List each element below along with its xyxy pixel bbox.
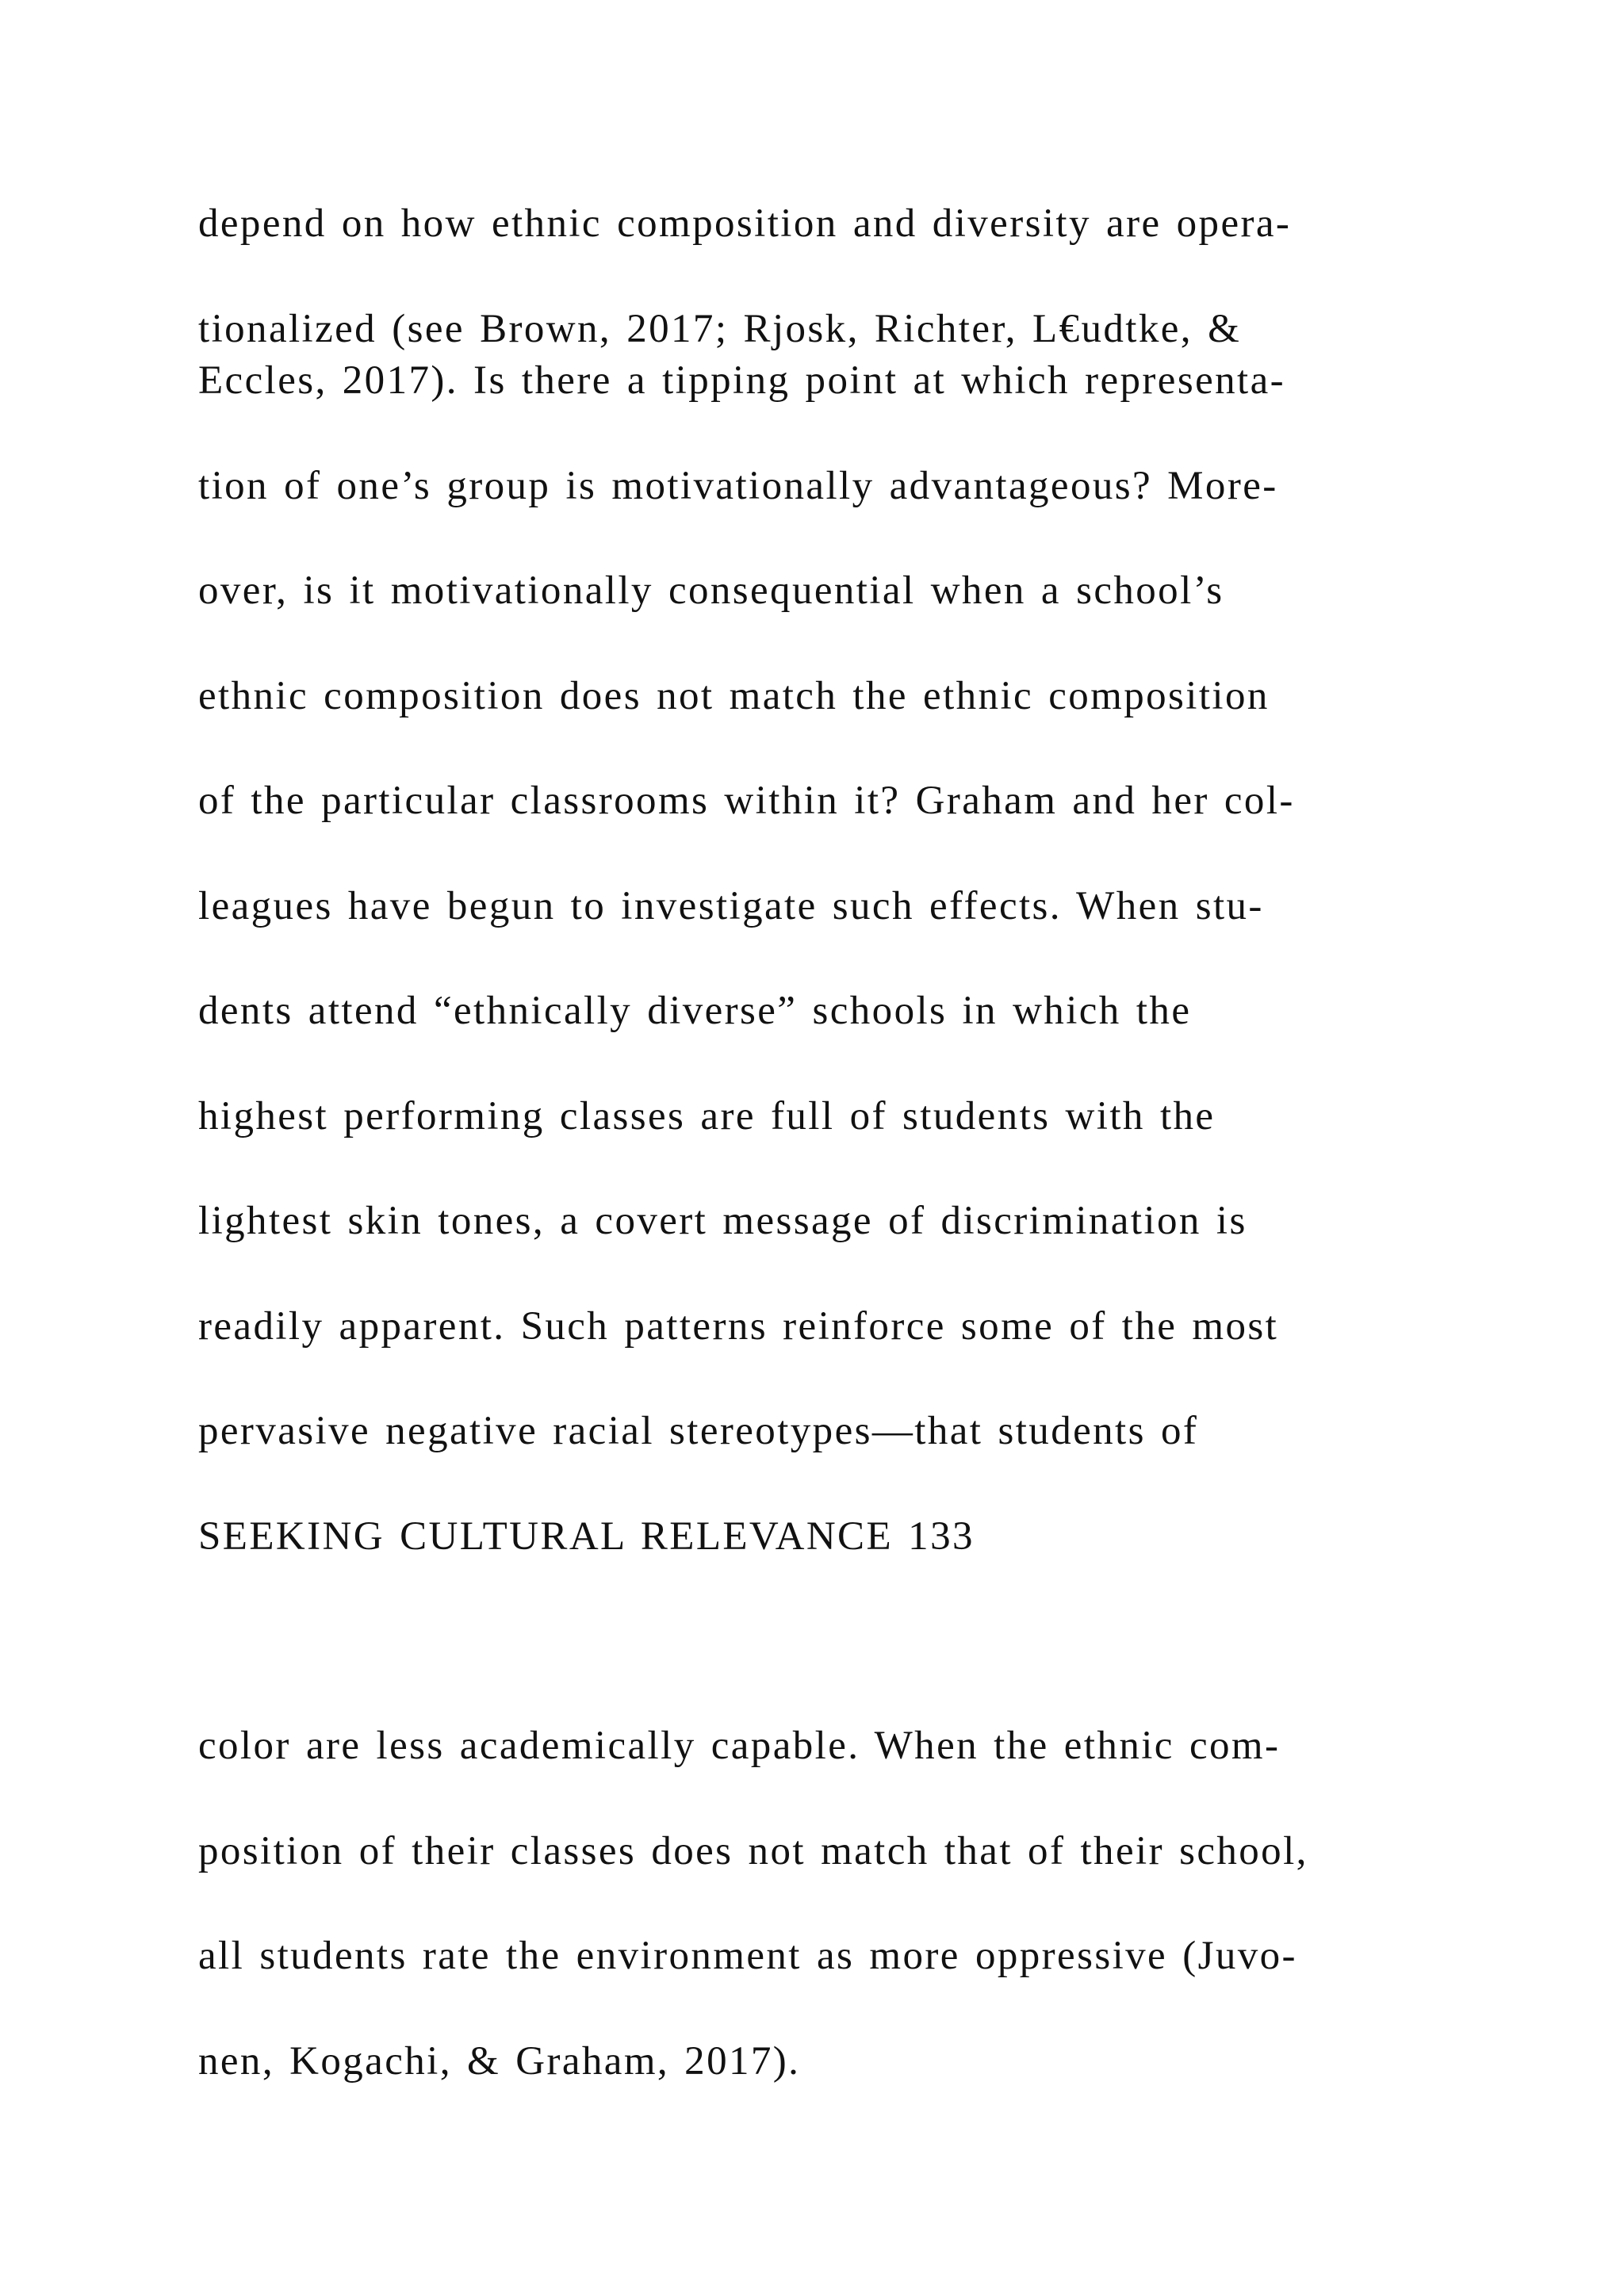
text-line: of the particular classrooms within it? Graham and her col- [198, 779, 1295, 823]
text-line: tionalized (see Brown, 2017; Rjosk, Richter, L€udtke, & [198, 307, 1242, 351]
text-line: leagues have begun to investigate such effects. When stu- [198, 884, 1264, 928]
text-line: highest performing classes are full of students with the [198, 1094, 1216, 1138]
text-line: over, is it motivationally consequential when a school’s [198, 568, 1224, 613]
text-line: color are less academically capable. When the ethnic com- [198, 1724, 1281, 1768]
text-line: lightest skin tones, a covert message of discrimination is [198, 1199, 1247, 1243]
text-line: nen, Kogachi, & Graham, 2017). [198, 2039, 801, 2084]
text-line: position of their classes does not match that of their school, [198, 1829, 1308, 1873]
text-line: dents attend “ethnically diverse” schools in which the [198, 989, 1192, 1033]
text-line: tion of one’s group is motivationally advantageous? More- [198, 464, 1278, 508]
text-line: Eccles, 2017). Is there a tipping point at which representa- [198, 358, 1286, 403]
running-header: SEEKING CULTURAL RELEVANCE 133 [198, 1514, 975, 1559]
text-line: readily apparent. Such patterns reinforce some of the most [198, 1304, 1279, 1349]
text-line: ethnic composition does not match the ethnic composition [198, 674, 1270, 718]
text-line: depend on how ethnic composition and diversity are opera- [198, 201, 1292, 246]
text-line: all students rate the environment as more oppressive (Juvo- [198, 1934, 1297, 1978]
text-line: pervasive negative racial stereotypes—that students of [198, 1409, 1199, 1453]
